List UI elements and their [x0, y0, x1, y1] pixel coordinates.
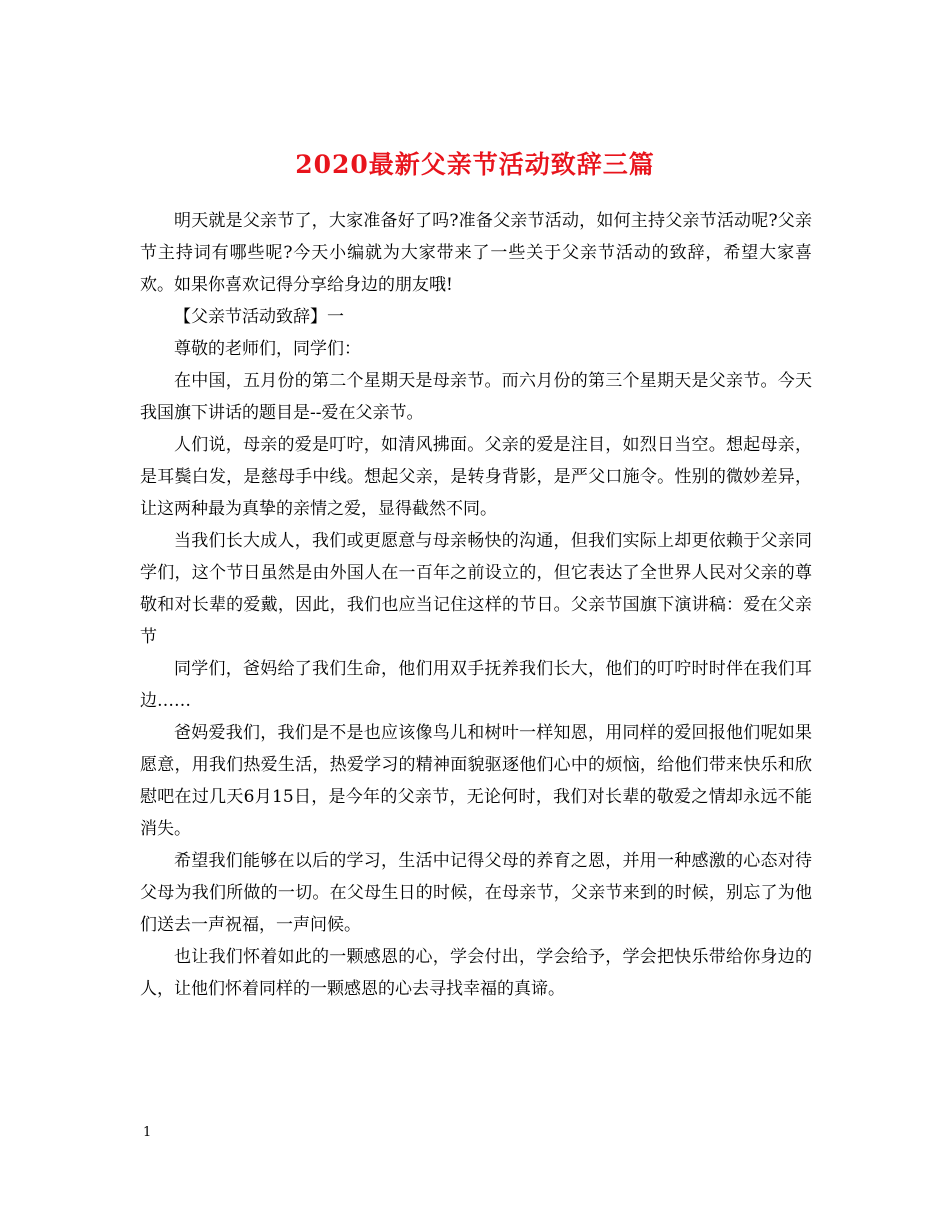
paragraph: 也让我们怀着如此的一颗感恩的心，学会付出，学会给予，学会把快乐带给你身边的人，让他们怀着同样的一颗感恩的心去寻找幸福的真谛。 [140, 947, 812, 999]
document-title: 2020最新父亲节活动致辞三篇 [295, 149, 655, 179]
paragraph: 在中国，五月份的第二个星期天是母亲节。而六月份的第三个星期天是父亲节。今天我国旗下讲话的题目是--爱在父亲节。 [140, 371, 812, 423]
paragraph-section-heading: 【父亲节活动致辞】一 [174, 307, 344, 327]
paragraph-salutation: 尊敬的老师们，同学们： [174, 339, 361, 359]
paragraph: 人们说，母亲的爱是叮咛，如清风拂面。父亲的爱是注目，如烈日当空。想起母亲，是耳鬓白发，是慈母手中线。想起父亲，是转身背影，是严父口施令。性别的微妙差异，让这两种最为真挚的亲情之爱，显得截然不同。 [140, 435, 812, 519]
document-body [140, 205, 812, 1005]
paragraph: 当我们长大成人，我们或更愿意与母亲畅快的沟通，但我们实际上却更依赖于父亲同学们，这个节日虽然是由外国人在一百年之前设立的，但它表达了全世界人民对父亲的尊敬和对长辈的爱戴，因此，我们也应当记住这样的节日。父亲节国旗下演讲稿：爱在父亲节 [140, 531, 812, 647]
paragraph: 爸妈爱我们，我们是不是也应该像鸟儿和树叶一样知恩，用同样的爱回报他们呢如果愿意，用我们热爱生活，热爱学习的精神面貌驱逐他们心中的烦恼，给他们带来快乐和欣慰吧在过几天6月15日，是今年的父亲节，无论何时，我们对长辈的敬爱之情却永远不能消失。 [140, 723, 812, 839]
page-number: 1 [143, 1125, 152, 1140]
paragraph: 同学们，爸妈给了我们生命，他们用双手抚养我们长大，他们的叮咛时时伴在我们耳边…… [140, 659, 812, 711]
paragraph: 希望我们能够在以后的学习，生活中记得父母的养育之恩，并用一种感激的心态对待父母为我们所做的一切。在父母生日的时候，在母亲节，父亲节来到的时候，别忘了为他们送去一声祝福，一声问候。 [140, 851, 812, 935]
paragraph-intro: 明天就是父亲节了，大家准备好了吗?准备父亲节活动，如何主持父亲节活动呢?父亲节主持词有哪些呢?今天小编就为大家带来了一些关于父亲节活动的致辞，希望大家喜欢。如果你喜欢记得分享给身边的朋友哦! [140, 211, 812, 295]
